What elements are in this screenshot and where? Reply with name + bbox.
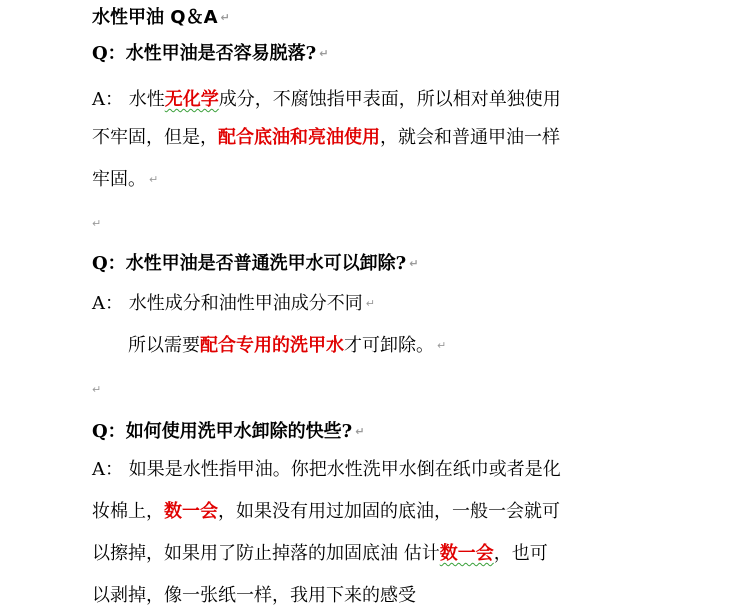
highlight-text: 数一会 (439, 543, 494, 564)
answer-3-line-1 (92, 458, 561, 482)
question-label: Q： (92, 43, 126, 64)
paragraph-mark: ↵ (149, 173, 159, 186)
answer-text: 所以需要 (128, 335, 200, 356)
highlight-text: 配合底油和亮油使用 (218, 127, 380, 148)
answer-3-line-3 (92, 542, 548, 566)
answer-1-line-3 (92, 168, 158, 192)
question-text: 水性甲油是否普通洗甲水可以卸除? (125, 253, 407, 274)
answer-text: 以剥掉，像一张纸一样，我用下来的感受 (92, 585, 416, 606)
paragraph-mark: ↵ (355, 425, 365, 438)
document-title (92, 6, 230, 30)
question-text: 水性甲油是否容易脱落? (125, 43, 317, 64)
highlight-text: 无化学 (164, 89, 219, 110)
paragraph-mark: ↵ (365, 297, 375, 310)
answer-text: 才可卸除。 (344, 335, 434, 356)
answer-3-line-2 (92, 500, 560, 524)
paragraph-mark: ↵ (437, 339, 447, 352)
empty-paragraph-mark: ↵ (92, 383, 102, 396)
question-1 (92, 42, 328, 66)
question-3 (92, 420, 364, 444)
answer-text: 成分，不腐蚀指甲表面，所以相对单独使用 (218, 89, 561, 110)
answer-text: 以擦掉，如果用了防止掉落的加固底油 估计 (92, 543, 440, 564)
answer-text: 如果是水性指甲油。你把水性洗甲水倒在纸巾或者是化 (128, 459, 561, 480)
highlight-text: 数一会 (164, 501, 218, 522)
answer-2-line-2 (128, 334, 446, 358)
answer-label: A： (92, 459, 123, 480)
answer-label: A： (92, 89, 123, 110)
answer-text: ，就会和普通甲油一样 (380, 127, 560, 148)
paragraph-mark: ↵ (220, 11, 230, 24)
answer-text: 水性 (128, 89, 165, 110)
question-2 (92, 252, 418, 276)
answer-text: ，如果没有用过加固的底油，一般一会就可 (218, 501, 560, 522)
question-label: Q： (92, 421, 126, 442)
question-label: Q： (92, 253, 126, 274)
paragraph-mark: ↵ (319, 47, 329, 60)
paragraph-mark: ↵ (409, 257, 419, 270)
answer-3-line-4 (92, 584, 416, 608)
answer-text: 不牢固，但是， (92, 127, 218, 148)
answer-1-line-2 (92, 126, 560, 150)
answer-text: ，也可 (493, 543, 548, 564)
question-text: 如何使用洗甲水卸除的快些? (125, 421, 353, 442)
answer-text: 水性成分和油性甲油成分不同 (128, 293, 363, 314)
answer-text: 牢固。 (92, 169, 146, 190)
answer-label: A： (92, 293, 123, 314)
answer-text: 妆棉上， (92, 501, 164, 522)
answer-2-line-1 (92, 292, 375, 316)
highlight-text: 配合专用的洗甲水 (200, 335, 344, 356)
empty-paragraph-mark: ↵ (92, 217, 102, 230)
title-text: 水性甲油 Q＆A (92, 7, 218, 28)
answer-1-line-1 (92, 88, 561, 112)
